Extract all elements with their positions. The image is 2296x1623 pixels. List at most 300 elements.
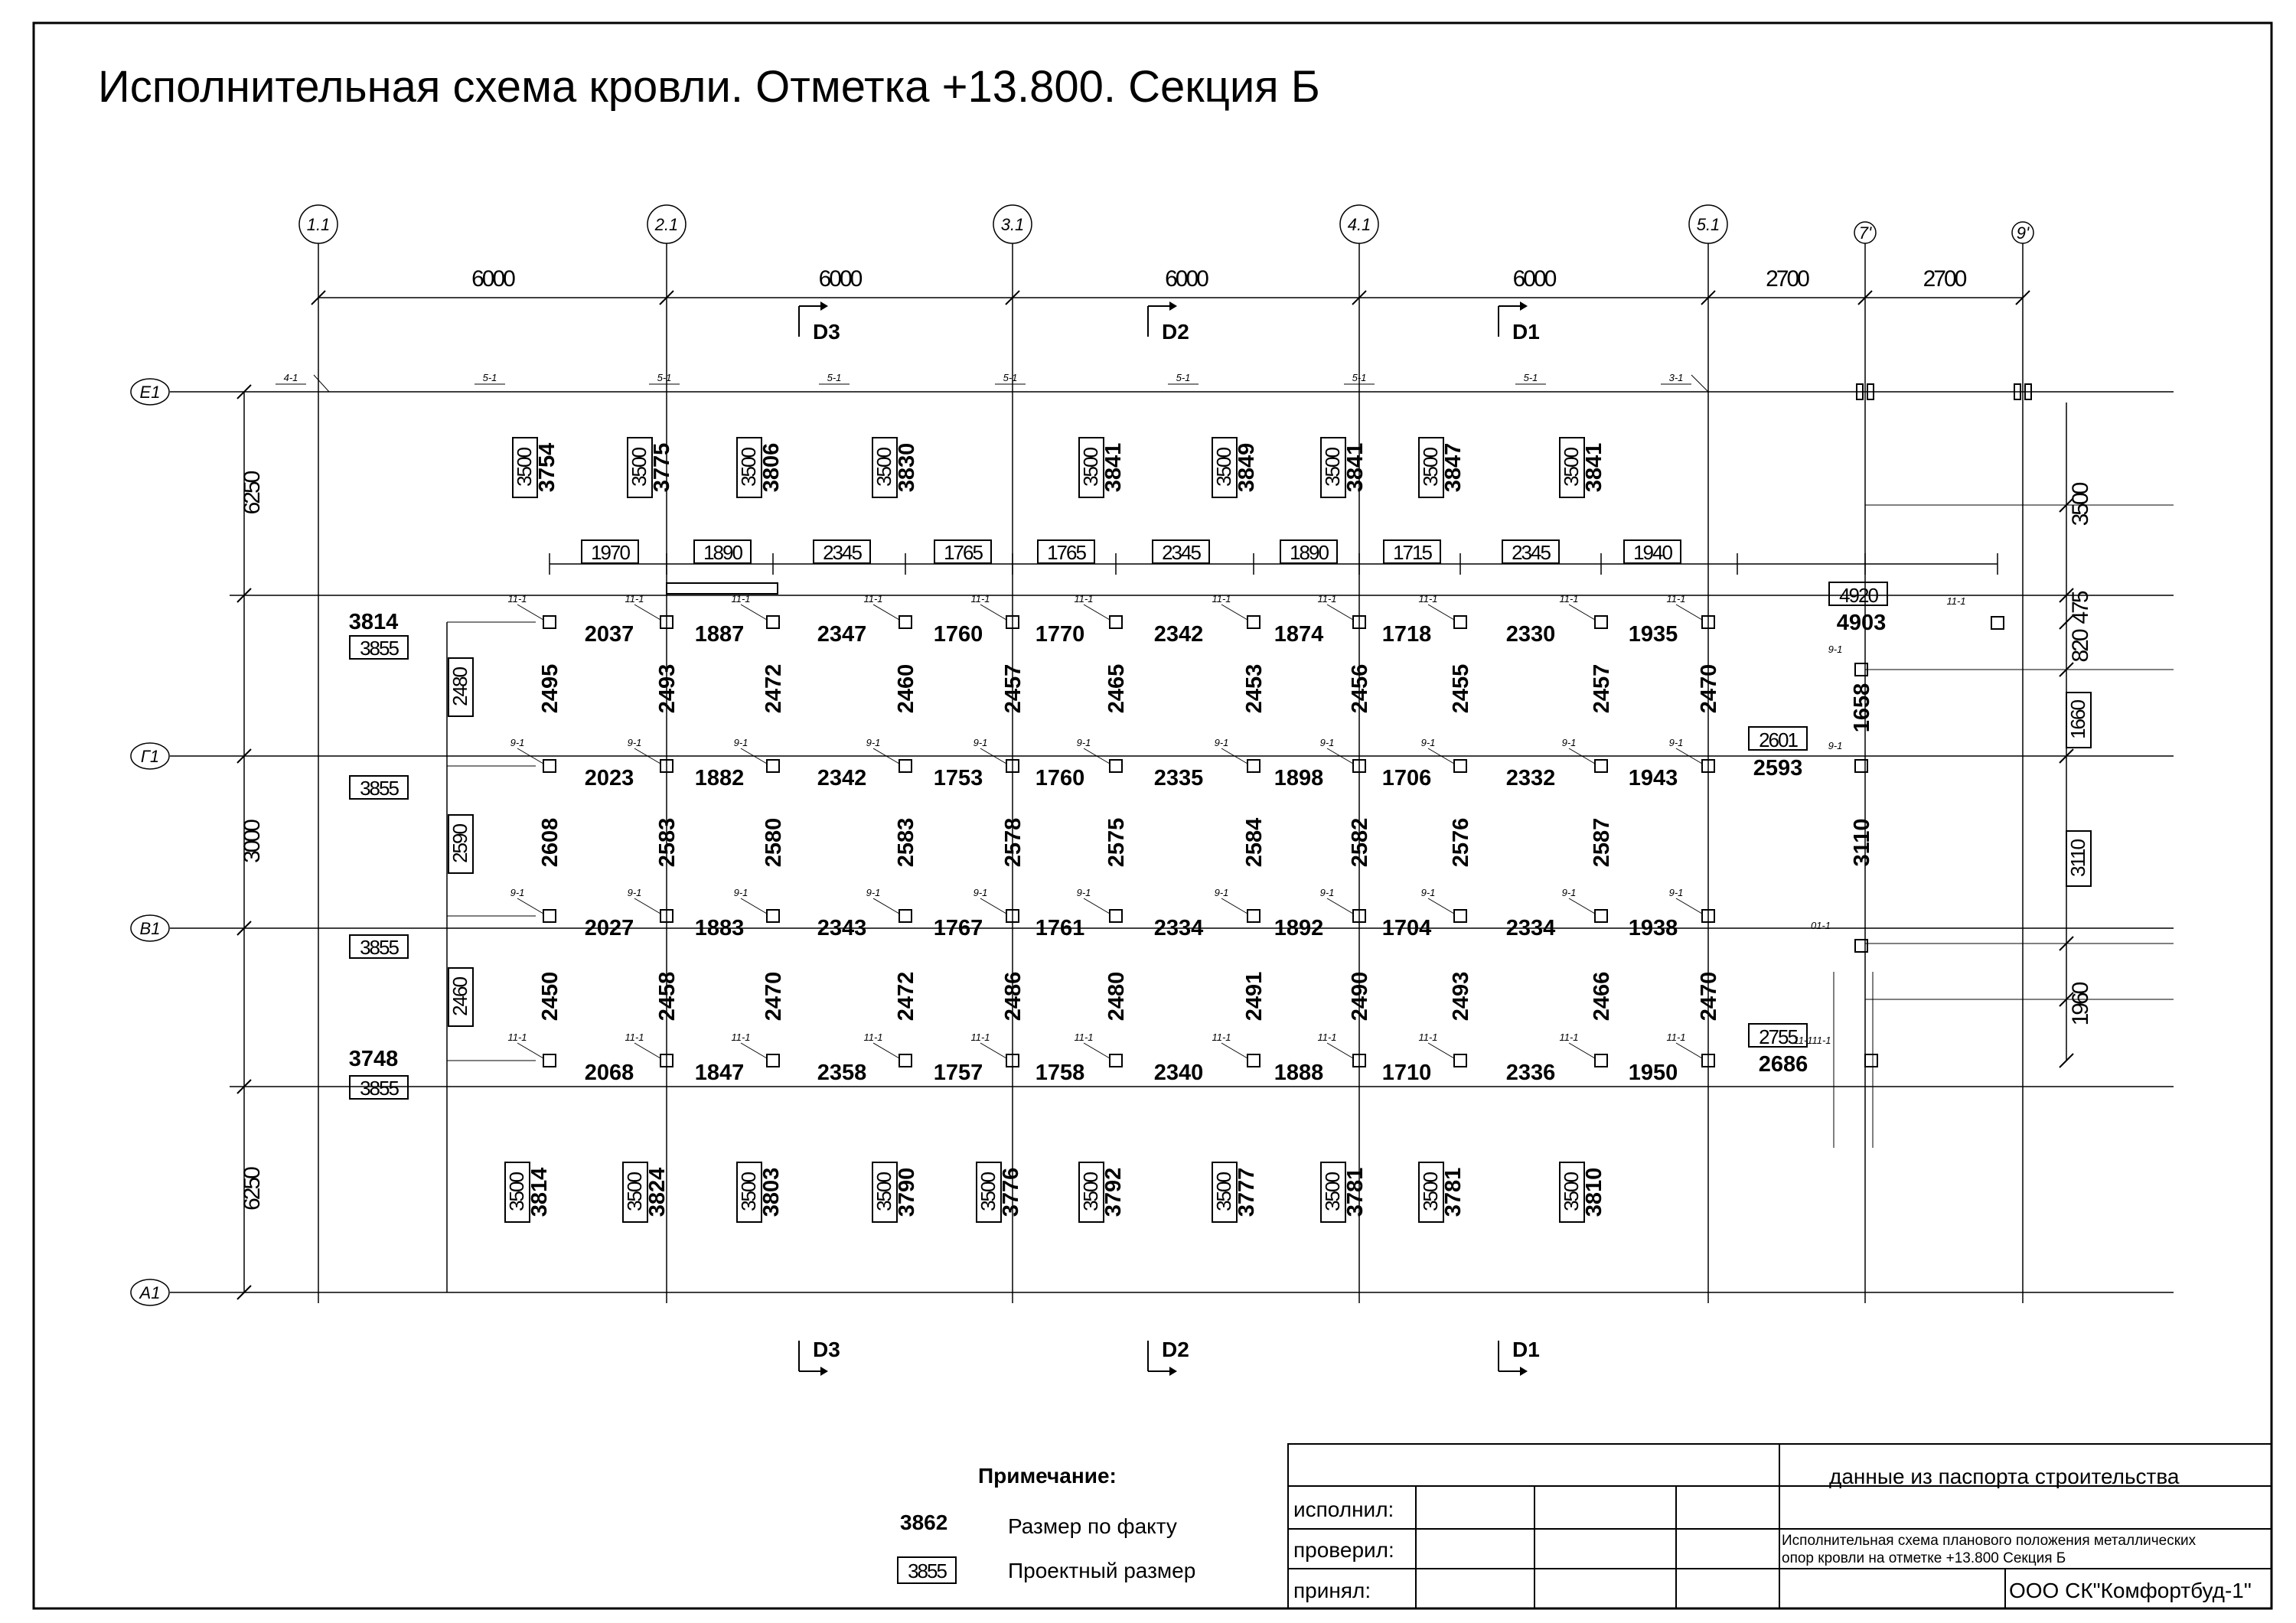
actual-vertical-value: 2493: [1449, 971, 1473, 1022]
actual-vertical-value: 2493: [655, 663, 680, 714]
top-dimension: 6000: [1165, 266, 1207, 292]
design-value: 3500: [513, 448, 536, 487]
support-node: [899, 616, 912, 628]
node-mark: 9-1: [1420, 737, 1436, 748]
top-dimension: 6000: [1512, 266, 1555, 292]
left-dimension: 6250: [240, 1168, 265, 1211]
title-block: [1288, 1444, 2272, 1608]
design-value: 3500: [872, 448, 895, 487]
actual-span-value: 1898: [1274, 766, 1324, 790]
node-mark: 11-1: [1074, 593, 1094, 605]
section-label-top: D2: [1162, 320, 1189, 344]
actual-span-value: 2027: [584, 916, 634, 940]
actual-vertical-value: 2455: [1449, 663, 1473, 714]
node-mark: 01-1: [1810, 920, 1831, 931]
actual-span-value: 1892: [1274, 916, 1324, 940]
drawing-title: Исполнительная схема кровли. Отметка +13.800. Секция Б: [98, 62, 1320, 112]
span-design-value: 2345: [823, 541, 861, 564]
actual-span-value: 2342: [1153, 622, 1204, 647]
actual-value: 3792: [1101, 1167, 1126, 1217]
section-arrow: [1169, 301, 1177, 311]
support-node: [543, 910, 556, 922]
node-mark: 11-1: [507, 1031, 527, 1043]
actual-span-value: 1882: [694, 766, 745, 790]
node-mark: 9-1: [1828, 740, 1843, 751]
design-value: 3500: [623, 1173, 646, 1211]
node-leader: [873, 898, 899, 914]
actual-span-value: 2358: [817, 1061, 867, 1085]
node-mark: 9-1: [973, 737, 988, 748]
actual-span-value: 1938: [1628, 916, 1678, 940]
node-leader: [1327, 898, 1353, 914]
actual-value: 3824: [645, 1167, 670, 1217]
node-mark: 9-1: [510, 737, 525, 748]
beam-marker: [667, 583, 778, 594]
mark-leader: [1691, 375, 1708, 392]
actual-span-value: 1943: [1628, 766, 1678, 790]
left-design-value: 3855: [360, 637, 398, 660]
node-mark: 9-1: [1076, 737, 1091, 748]
axis-label: 2.1: [654, 215, 679, 234]
legend-design-text: Проектный размер: [1008, 1559, 1196, 1582]
node-mark: 9-1: [627, 737, 642, 748]
actual-vertical-value: 2587: [1590, 817, 1614, 868]
support-node: [543, 1054, 556, 1067]
node-mark: 11-1: [970, 593, 990, 605]
left-design-value: 3855: [360, 1077, 398, 1100]
node-leader: [1569, 1043, 1595, 1058]
support-node: [1247, 910, 1260, 922]
support-node: [1595, 1054, 1607, 1067]
design-value: 3500: [1560, 1173, 1583, 1211]
drawing-description-1: Исполнительная схема планового положения металлических: [1782, 1533, 2197, 1549]
actual-span-value: 1753: [933, 766, 983, 790]
node-leader: [634, 1043, 660, 1058]
support-node: [1454, 760, 1466, 772]
actual-span-value: 1757: [933, 1061, 983, 1085]
actual-span-value: 1767: [933, 916, 983, 940]
support-node: [899, 910, 912, 922]
span-design-value: 1890: [703, 541, 742, 564]
actual-span-value: 1710: [1381, 1061, 1432, 1085]
node-leader: [980, 605, 1006, 620]
node-leader: [873, 605, 899, 620]
actual-vertical-value: 2495: [538, 663, 563, 714]
axis-label: В1: [139, 919, 161, 938]
section-label-top: D1: [1512, 320, 1540, 344]
actual-vertical-value: 2453: [1242, 663, 1267, 714]
node-mark: 11-1: [1559, 1031, 1579, 1043]
node-mark: 11-1: [1946, 595, 1966, 607]
design-value: 3500: [872, 1173, 895, 1211]
actual-span-value: 2037: [584, 622, 634, 647]
node-mark: 11-1: [1812, 1035, 1831, 1046]
actual-value: 3777: [1234, 1167, 1259, 1217]
span-design-value: 2345: [1512, 541, 1550, 564]
mark-leader: [314, 375, 329, 392]
design-value: 3500: [1079, 448, 1102, 487]
node-leader: [1221, 605, 1247, 620]
support-node: [1595, 760, 1607, 772]
actual-span-value: 1758: [1035, 1061, 1085, 1085]
section-arrow: [1520, 1367, 1528, 1376]
node-leader: [1676, 605, 1702, 620]
axis-label: Г1: [140, 747, 160, 766]
left-design-value: 3855: [360, 936, 398, 959]
actual-vertical-value: 2457: [1001, 663, 1026, 714]
actual-vertical-value: 2470: [1697, 663, 1721, 714]
node-mark: 5-1: [1523, 372, 1538, 383]
node-mark: 9-1: [1420, 887, 1436, 898]
left-vertical-design-value: 2480: [448, 668, 471, 706]
right-dimension: 820: [2068, 631, 2093, 663]
design-value: 3500: [505, 1173, 528, 1211]
section-arrow: [820, 301, 828, 311]
actual-value: 3806: [759, 442, 784, 493]
actual-vertical-value: 2582: [1348, 817, 1372, 868]
node-mark: 11-1: [1793, 1035, 1813, 1046]
node-mark: 5-1: [657, 372, 672, 383]
node-mark: 9-1: [1214, 887, 1229, 898]
actual-vertical-value: 2584: [1242, 817, 1267, 868]
support-node: [1595, 616, 1607, 628]
legend-actual-text: Размер по факту: [1008, 1514, 1177, 1538]
node-leader: [1569, 898, 1595, 914]
axis-label: 9': [2016, 223, 2030, 243]
actual-span-value: 2343: [817, 916, 867, 940]
axis-label: 1.1: [306, 215, 331, 234]
support-node: [767, 616, 779, 628]
node-mark: 11-1: [863, 1031, 883, 1043]
node-mark: 5-1: [1003, 372, 1018, 383]
actual-vertical-value: 2490: [1348, 971, 1372, 1022]
right-dimension-design: 1660: [2066, 701, 2089, 739]
support-node: [767, 760, 779, 772]
actual-vertical-value: 2583: [655, 817, 680, 868]
node-mark: 9-1: [1319, 737, 1335, 748]
actual-value: 3841: [1343, 442, 1368, 493]
node-leader: [1428, 1043, 1454, 1058]
node-mark: 11-1: [1666, 593, 1686, 605]
node-mark: 9-1: [1668, 887, 1684, 898]
top-dimension: 2700: [1766, 266, 1808, 292]
left-vertical-design-value: 2460: [448, 978, 471, 1016]
actual-value: 3803: [759, 1167, 784, 1217]
design-value: 3500: [977, 1173, 1000, 1211]
actual-value: 3776: [999, 1167, 1023, 1217]
actual-vertical-value: 2458: [655, 971, 680, 1022]
right-dimension: 3500: [2068, 484, 2093, 526]
node-mark: 11-1: [1418, 593, 1438, 605]
actual-value: 3841: [1101, 442, 1126, 493]
node-leader: [741, 605, 767, 620]
actual-value: 3849: [1234, 442, 1259, 493]
span-design-value: 1765: [944, 541, 982, 564]
node-mark: 5-1: [482, 372, 497, 383]
node-leader: [517, 1043, 543, 1058]
support-node: [1110, 616, 1122, 628]
actual-span-value: 2334: [1505, 916, 1556, 940]
left-design-value: 3855: [360, 777, 398, 800]
section-arrow: [1520, 301, 1528, 311]
support-node: [1454, 1054, 1466, 1067]
node-leader: [1084, 898, 1110, 914]
design-value: 3500: [1212, 448, 1235, 487]
actual-vertical-value: 2450: [538, 971, 563, 1022]
top-dimension: 6000: [818, 266, 861, 292]
support-node: [1110, 1054, 1122, 1067]
actual-value: 3847: [1441, 442, 1466, 493]
node-mark: 9-1: [866, 887, 881, 898]
actual-vertical-value: 2470: [1697, 971, 1721, 1022]
actual-span-value: 1935: [1628, 622, 1678, 647]
node-leader: [980, 898, 1006, 914]
actual-span-value: 2335: [1153, 766, 1204, 790]
actual-span-value: 1883: [694, 916, 745, 940]
axis-label: 5.1: [1696, 215, 1720, 234]
actual-span-value: 2347: [817, 622, 867, 647]
axis-label: 3.1: [1000, 215, 1025, 234]
node-mark: 9-1: [510, 887, 525, 898]
actual-span-value: 1887: [694, 622, 745, 647]
actual-span-value: 1888: [1274, 1061, 1324, 1085]
node-mark: 3-1: [1668, 372, 1684, 383]
node-mark: 11-1: [1559, 593, 1579, 605]
drawing-description-2: опор кровли на отметке +13.800 Секция Б: [1782, 1550, 2066, 1566]
actual-vertical-value: 2580: [762, 817, 786, 868]
node-mark: 9-1: [1668, 737, 1684, 748]
span-design-value: 1715: [1393, 541, 1431, 564]
node-mark: 11-1: [970, 1031, 990, 1043]
support-node: [899, 1054, 912, 1067]
actual-vertical-value: 2608: [538, 817, 563, 868]
actual-vertical-value: 2470: [762, 971, 786, 1022]
node-mark: 9-1: [1076, 887, 1091, 898]
support-node: [1247, 1054, 1260, 1067]
left-dimension: 6250: [240, 472, 265, 515]
actual-value: 3810: [1582, 1167, 1606, 1217]
actual-vertical-value: 2456: [1348, 663, 1372, 714]
support-node: [767, 910, 779, 922]
node-mark: 9-1: [866, 737, 881, 748]
actual-vertical-value: 2457: [1590, 663, 1614, 714]
design-value: 3500: [737, 1173, 760, 1211]
actual-value: 3775: [650, 442, 674, 493]
actual-vertical-value: 2576: [1449, 817, 1473, 868]
actual-span-value: 2330: [1505, 622, 1556, 647]
node-mark: 11-1: [731, 1031, 751, 1043]
support-node: [1865, 1054, 1877, 1067]
node-mark: 11-1: [625, 1031, 644, 1043]
span-design-value: 2345: [1162, 541, 1200, 564]
actual-value: 3754: [535, 442, 559, 493]
right-actual-vertical: 1658: [1850, 683, 1874, 733]
actual-span-value: 2068: [584, 1061, 634, 1085]
node-mark: 5-1: [1352, 372, 1367, 383]
section-label-bottom: D1: [1512, 1338, 1540, 1361]
node-mark: 9-1: [1561, 737, 1577, 748]
support-node: [1110, 760, 1122, 772]
node-mark: 11-1: [1212, 1031, 1231, 1043]
actual-vertical-value: 2575: [1104, 817, 1129, 868]
node-leader: [980, 1043, 1006, 1058]
right-design-bottom: 2755: [1759, 1025, 1797, 1048]
left-dimension: 3000: [240, 821, 265, 863]
design-value: 3500: [1079, 1173, 1102, 1211]
support-node: [1454, 910, 1466, 922]
node-leader: [741, 1043, 767, 1058]
right-design-mid: 2601: [1759, 728, 1797, 751]
node-leader: [1084, 1043, 1110, 1058]
node-leader: [873, 1043, 899, 1058]
actual-value: 3781: [1343, 1167, 1368, 1217]
actual-vertical-value: 2472: [762, 663, 786, 714]
support-node: [1247, 616, 1260, 628]
node-leader: [1221, 1043, 1247, 1058]
legend-title: Примечание:: [978, 1464, 1117, 1488]
right-design-top: 4920: [1839, 584, 1877, 607]
span-design-value: 1970: [591, 541, 629, 564]
span-design-value: 1890: [1290, 541, 1328, 564]
right-dimension: 475: [2068, 592, 2093, 624]
actual-span-value: 1874: [1274, 622, 1324, 647]
node-mark: 9-1: [733, 737, 748, 748]
node-leader: [634, 605, 660, 620]
right-dimension-design: 3110: [2066, 840, 2089, 877]
node-leader: [634, 898, 660, 914]
actual-span-value: 2342: [817, 766, 867, 790]
actual-vertical-value: 2491: [1242, 971, 1267, 1022]
left-actual-top: 3814: [348, 610, 399, 634]
node-leader: [1428, 898, 1454, 914]
actual-span-value: 1770: [1035, 622, 1085, 647]
support-node: [767, 1054, 779, 1067]
node-mark: 5-1: [1176, 372, 1191, 383]
left-vertical-design-value: 2590: [448, 825, 471, 863]
node-leader: [1327, 1043, 1353, 1058]
axis-label: Е1: [139, 383, 161, 402]
actual-span-value: 2336: [1505, 1061, 1556, 1085]
actual-span-value: 1950: [1628, 1061, 1678, 1085]
checked-by-label: проверил:: [1293, 1538, 1394, 1562]
right-actual-top: 4903: [1836, 611, 1887, 635]
section-label-top: D3: [813, 320, 840, 344]
actual-span-value: 1704: [1381, 916, 1432, 940]
node-mark: 9-1: [1214, 737, 1229, 748]
support-node: [899, 760, 912, 772]
axis-label: 7': [1858, 223, 1872, 243]
actual-span-value: 1761: [1035, 916, 1085, 940]
node-mark: 9-1: [973, 887, 988, 898]
actual-value: 3790: [895, 1167, 919, 1217]
design-value: 3500: [628, 448, 651, 487]
node-mark: 11-1: [1666, 1031, 1686, 1043]
actual-span-value: 1847: [694, 1061, 745, 1085]
support-node: [1991, 617, 2004, 629]
section-label-bottom: D3: [813, 1338, 840, 1361]
node-mark: 11-1: [1317, 1031, 1337, 1043]
actual-value: 3830: [895, 442, 919, 493]
legend-actual-sample: 3862: [900, 1511, 948, 1534]
actual-vertical-value: 2460: [894, 663, 918, 714]
span-design-value: 1940: [1633, 541, 1671, 564]
right-actual-vertical-2: 3110: [1850, 818, 1874, 867]
actual-span-value: 1760: [1035, 766, 1085, 790]
axis-label: 4.1: [1347, 215, 1371, 234]
right-actual-mid: 2593: [1753, 756, 1803, 781]
actual-value: 3841: [1582, 442, 1606, 493]
node-mark: 9-1: [1319, 887, 1335, 898]
right-dimension: 1960: [2068, 983, 2093, 1026]
node-mark: 11-1: [1317, 593, 1337, 605]
node-leader: [1428, 605, 1454, 620]
actual-span-value: 2023: [584, 766, 634, 790]
node-leader: [1084, 605, 1110, 620]
node-mark: 11-1: [1074, 1031, 1094, 1043]
node-leader: [1221, 898, 1247, 914]
actual-vertical-value: 2480: [1104, 971, 1129, 1022]
node-mark: 11-1: [1418, 1031, 1438, 1043]
actual-span-value: 1706: [1381, 766, 1432, 790]
actual-value: 3781: [1441, 1167, 1466, 1217]
node-mark: 11-1: [625, 593, 644, 605]
accepted-by-label: принял:: [1293, 1579, 1371, 1602]
actual-value: 3814: [527, 1167, 552, 1217]
actual-vertical-value: 2486: [1001, 971, 1026, 1022]
node-leader: [1676, 898, 1702, 914]
company-name: ООО СК"Комфортбуд-1": [2009, 1579, 2252, 1602]
axis-label: А1: [139, 1283, 161, 1302]
design-value: 3500: [1419, 448, 1442, 487]
design-value: 3500: [1560, 448, 1583, 487]
executed-by-label: исполнил:: [1293, 1498, 1394, 1521]
right-actual-bottom: 2686: [1758, 1052, 1808, 1077]
section-arrow: [1169, 1367, 1177, 1376]
top-dimension: 2700: [1923, 266, 1965, 292]
node-leader: [1327, 605, 1353, 620]
passport-note: данные из паспорта строительства: [1829, 1465, 2180, 1488]
node-mark: 11-1: [507, 593, 527, 605]
node-mark: 11-1: [731, 593, 751, 605]
actual-span-value: 1760: [933, 622, 983, 647]
actual-span-value: 1718: [1381, 622, 1432, 647]
node-leader: [1569, 605, 1595, 620]
actual-span-value: 2334: [1153, 916, 1204, 940]
left-actual-bottom: 3748: [348, 1047, 399, 1071]
design-value: 3500: [737, 448, 760, 487]
section-arrow: [820, 1367, 828, 1376]
support-node: [1247, 760, 1260, 772]
node-mark: 9-1: [733, 887, 748, 898]
support-node: [1110, 910, 1122, 922]
support-node: [543, 616, 556, 628]
node-mark: 9-1: [627, 887, 642, 898]
actual-vertical-value: 2465: [1104, 663, 1129, 714]
node-leader: [741, 898, 767, 914]
support-node: [1454, 616, 1466, 628]
node-mark: 11-1: [1212, 593, 1231, 605]
plan-drawing: [131, 205, 2174, 1376]
design-value: 3500: [1212, 1173, 1235, 1211]
node-leader: [1676, 1043, 1702, 1058]
node-leader: [517, 605, 543, 620]
top-dimension: 6000: [471, 266, 514, 292]
legend-design-sample: 3855: [908, 1559, 946, 1582]
node-mark: 5-1: [827, 372, 842, 383]
span-design-value: 1765: [1047, 541, 1085, 564]
section-label-bottom: D2: [1162, 1338, 1189, 1361]
legend: [898, 1464, 1195, 1583]
